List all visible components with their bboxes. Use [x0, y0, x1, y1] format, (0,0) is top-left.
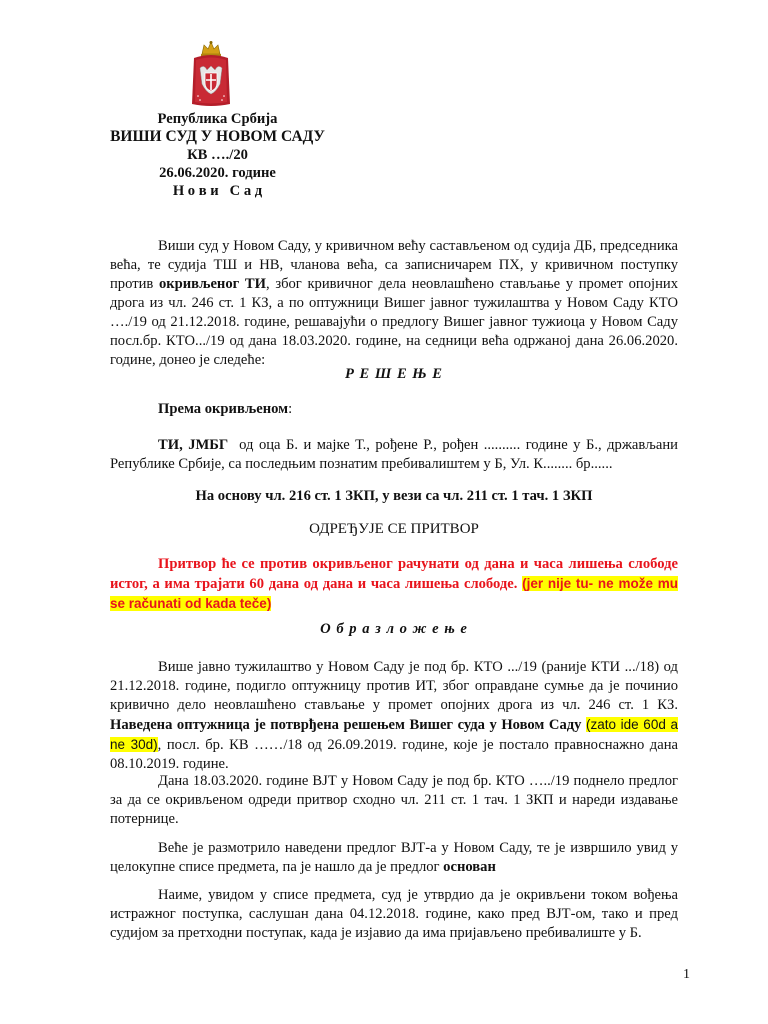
p3-founded-bold: основан — [443, 859, 496, 875]
header-case-number: КВ …./20 — [187, 147, 248, 163]
intro-text-2: , због кривичног дела неовлашћено стављање у промет опојних дрога из чл. 246 ст. 1 КЗ, а по оптужници Вишег јавног тужилаштва у Новом Саду КТО …./19 од 21.12.2018. године, решавајући о предлогу Вишег јавног тужиоца у Новом Саду посл.бр. КТО.../19 од дана 18.03.2020. године, на седници већа одржаној дана 26.06.2020. године, донео је следеће: — [110, 276, 678, 368]
p4-text: Наиме, увидом у списе предмета, суд је утврдио да је окривљени током вођења истражног поступка, саслушан дана 04.12.2018. године, како пред ВЈТ-ом, тако и пред судијом за претходни поступак, када је изјавио да има пријављено пребивалиште у Б. — [110, 887, 678, 941]
detention-text: Притвор ће се против окривљеног рачунати од дана и часа лишења слободе истог, а има трајати 60 дана од дана и часа лишења слободе. — [110, 556, 678, 592]
defendant-name-jmbg: ТИ, ЈМБГ — [158, 437, 229, 453]
decision-title: Р Е Ш Е Њ Е — [344, 366, 444, 382]
header-city: Н о в и С а д — [172, 183, 263, 199]
regarding-defendant-label: Према окривљеном — [158, 401, 289, 417]
intro-text-1: Виши суд у Новом Саду, у кривичном већу састављеном од судија ДБ, председника већа, те судија ТШ и НВ, чланова већа, са записничарем ПХ, у кривичном поступку против — [110, 238, 678, 292]
regarding-defendant-colon: : — [288, 401, 293, 417]
p2-text: Дана 18.03.2020. године ВЈТ у Новом Саду је под бр. КТО …../19 поднело предлог за да се окривљеном одреди притвор сходно чл. 211 ст. 1 тач. 1 ЗКП и нареди издавање потернице. — [110, 773, 678, 827]
header-republic: Република Србија — [157, 111, 278, 127]
intro-defendant-bold: окривљеног ТИ — [158, 276, 267, 292]
legal-basis: На основу чл. 216 ст. 1 ЗКП, у вези са чл. 211 ст. 1 тач. 1 ЗКП — [195, 488, 593, 504]
reasoning-paragraph-4 — [110, 886, 678, 943]
p3-text: Веће је размотрило наведени предлог ВЈТ-а у Новом Саду, те је извршило увид у целокупне списе предмета, па је нашло да је предлог — [110, 840, 678, 875]
p1-text-1: Више јавно тужилаштво у Новом Саду је под бр. КТО .../19 (раније КТИ .../18) од 21.12.2018. године, подигло оптужницу против ИТ, због оправдане сумње да је починио кривично дело неовлашћено стављање у промет опојних дрога из чл. 246 ст. 1 КЗ. — [110, 659, 678, 713]
regarding-defendant — [158, 401, 292, 418]
reasoning-paragraph-2 — [110, 772, 678, 829]
detention-paragraph — [110, 555, 678, 614]
detention-order-heading: ОДРЕЂУЈЕ СЕ ПРИТВОР — [309, 521, 479, 537]
p1-text-2: , посл. бр. КВ ……/18 од 26.09.2019. године, које је постало правноснажно дана 08.10.2019. године. — [110, 737, 678, 772]
serbia-coat-of-arms-icon — [190, 40, 232, 108]
reasoning-paragraph-1 — [110, 658, 678, 774]
p1-note-highlight: (zato ide 60d a ne 30d) — [110, 717, 678, 752]
detention-note-highlight: (jer nije tu- ne može mu se računati od kada teče) — [110, 576, 678, 611]
intro-paragraph — [110, 237, 678, 370]
header-court-name: ВИШИ СУД У НОВОМ САДУ — [110, 128, 325, 145]
reasoning-title: О б р а з л о ж е њ е — [320, 621, 468, 637]
header-date: 26.06.2020. године — [159, 165, 276, 181]
page-number: 1 — [683, 967, 690, 982]
p1-confirmed-bold: Наведена оптужница је потврђена решењем Вишег суда у Новом Саду — [110, 717, 582, 733]
defendant-info — [110, 436, 682, 474]
defendant-details: од оца Б. и мајке Т., рођене Р., рођен .......... године у Б., држављани Републике Србије, са последњим познатим пребивалиштем у Б, Ул. К........ бр...... — [110, 437, 682, 472]
reasoning-paragraph-3 — [110, 839, 678, 877]
